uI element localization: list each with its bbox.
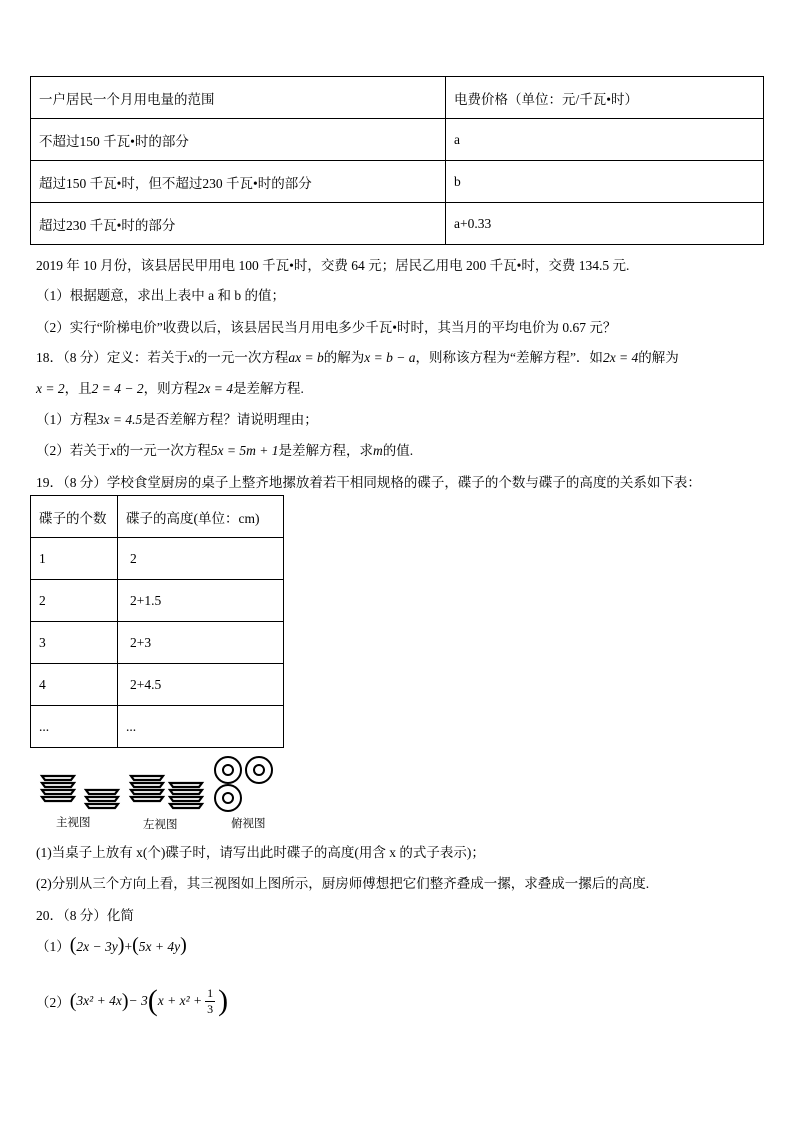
table-header-cell: 电费价格（单位：元/千瓦•时） [446,77,764,119]
p19-intro: 19．（8 分）学校食堂厨房的桌子上整齐地摞放着若干相同规格的碟子，碟子的个数与碟子的高度的关系如下表： [36,475,701,490]
p17-question-2: （2）实行“阶梯电价”收费以后，该县居民当月用电多少千瓦•时时，其当月的平均电价为 0.67 元？ [36,320,617,335]
math-x: x [110,443,117,458]
table-row [31,706,284,748]
caption-top-view: 俯视图 [231,818,266,830]
p18-line-2: x = 2，且2 = 4 − 2，则方程2x = 4是差解方程. [36,381,304,396]
caption-front-view: 主视图 [56,817,91,829]
table-cell: 2 [118,538,284,580]
table-cell: 不超过150 千瓦•时的部分 [31,119,446,161]
p18-line-1: 18．（8 分）定义：若关于x的一元一次方程ax = b的解为x = b − a，则称该方程为“差解方程”．如2x = 4的解为 [36,350,679,365]
table-row [31,664,284,706]
math-expression: 3x² + 4x [76,993,122,1008]
math-equation: x = b − a [364,350,416,365]
math-m: m [372,443,383,458]
math-equation: 2x = 4 [197,381,233,396]
table-cell: 2+4.5 [118,664,284,706]
math-expression: 2x − 3y [76,939,118,954]
table-row [31,119,764,161]
math-expression: 5x + 4y [138,939,181,954]
table-row [31,580,284,622]
table-row [31,496,284,538]
math-equation: x = 2 [36,381,65,396]
table-row [31,203,764,245]
p19-question-2: (2)分别从三个方向上看，其三视图如上图所示，厨房师傅想把它们整齐叠成一摞，求叠成一摞后的高度. [36,876,650,891]
p20-title: 20．（8 分）化简 [36,908,134,923]
table-cell: 超过230 千瓦•时的部分 [31,203,446,245]
p19-question-1: (1)当桌子上放有 x(个)碟子时，请写出此时碟子的高度(用含 x 的式子表示)； [36,845,485,860]
dish-table [30,495,284,748]
table-header-cell: 碟子的个数 [31,496,118,538]
math-equation: 2 = 4 − 2 [91,381,144,396]
table-row [31,622,284,664]
table-header-cell: 一户居民一个月用电量的范围 [31,77,446,119]
three-view-figure [30,752,290,814]
math-x: x [187,350,194,365]
price-table [30,76,764,245]
math-expression: x + x² + [157,993,203,1008]
p20-question-1: （1）(2x − 3y)+(5x + 4y) [36,934,187,956]
caption-left-view: 左视图 [143,819,178,831]
math-fraction: $\frac{1}{3}$ [207,985,214,1016]
table-header-cell: 碟子的高度(单位：cm) [118,496,284,538]
table-cell: 2+3 [118,622,284,664]
table-cell: b [446,161,764,203]
table-cell: 超过150 千瓦•时，但不超过230 千瓦•时的部分 [31,161,446,203]
p18-question-2: （2）若关于x的一元一次方程5x = 5m + 1是差解方程，求m的值. [36,443,414,458]
p17-intro: 2019 年 10 月份，该县居民甲用电 100 千瓦•时，交费 64 元；居民乙用电 200 千瓦•时，交费 134.5 元. [36,258,630,273]
table-row [31,538,284,580]
table-cell: 2 [31,580,118,622]
front-view-stacks [42,776,202,808]
math-equation: 2x = 4 [602,350,639,365]
p18-question-1: （1）方程3x = 4.5是否差解方程？请说明理由； [36,412,318,427]
table-cell: 2+1.5 [118,580,284,622]
table-cell: ... [31,706,118,748]
top-view-circles [215,757,272,811]
table-cell: 4 [31,664,118,706]
p17-question-1: （1）根据题意，求出上表中 a 和 b 的值； [36,288,285,303]
table-cell: a+0.33 [446,203,764,245]
math-equation: 5x = 5m + 1 [210,443,279,458]
table-cell: a [446,119,764,161]
table-cell: ... [118,706,284,748]
table-row [31,77,764,119]
p20-question-2: （2） ( 3x² + 4x ) − 3 ( x + x² + $\frac{1}{3}$ ) [36,984,229,1017]
table-row [31,161,764,203]
table-cell: 3 [31,622,118,664]
table-cell: 1 [31,538,118,580]
math-equation: 3x = 4.5 [96,412,143,427]
math-equation: ax = b [288,350,324,365]
